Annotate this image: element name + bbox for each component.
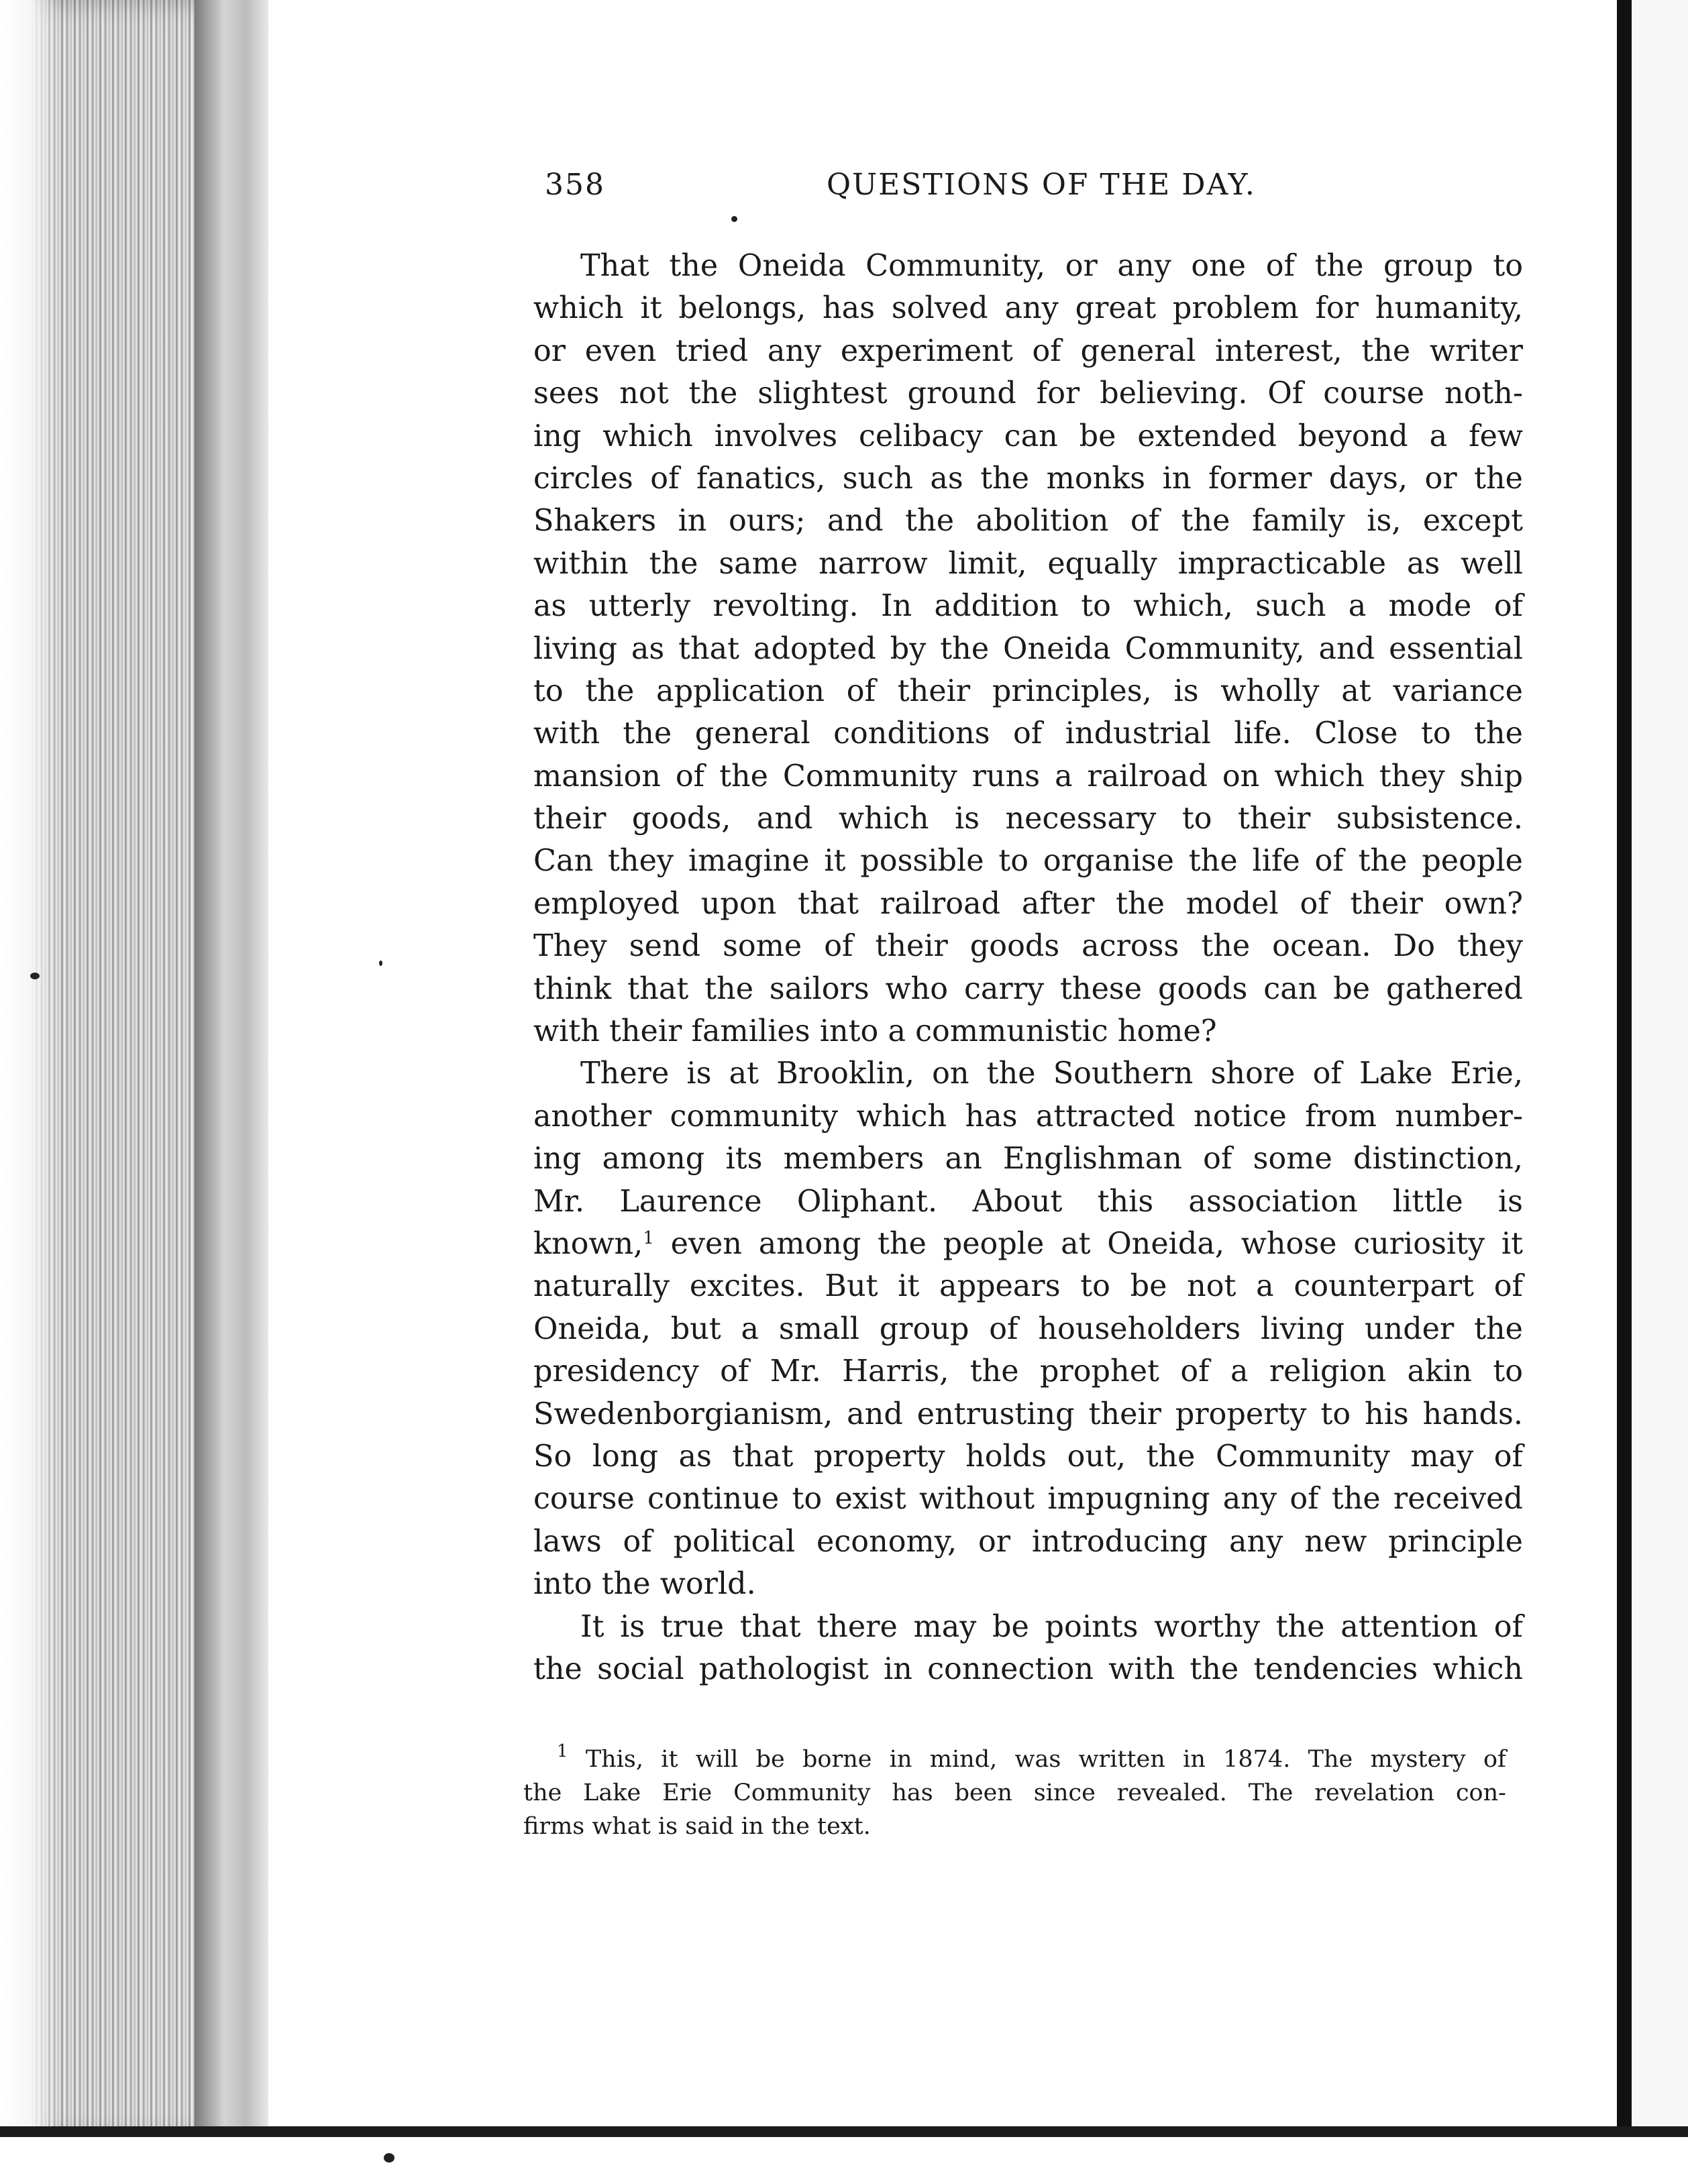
text-line: It is true that there may be points worthy the attention of bbox=[580, 1609, 1523, 1644]
footnotes bbox=[523, 1743, 1506, 1843]
text-line: sees not the slightest ground for believing. Of course noth- bbox=[533, 376, 1523, 411]
paragraph bbox=[533, 1606, 1523, 1691]
text-line: There is at Brooklin, on the Southern shore of Lake Erie, bbox=[580, 1056, 1523, 1091]
footnote-mark: 1 bbox=[557, 1741, 568, 1761]
page-header bbox=[545, 168, 1524, 208]
text-line: to the application of their principles, is wholly at variance bbox=[533, 673, 1523, 708]
scan-speck bbox=[379, 961, 382, 966]
text-line bbox=[533, 1223, 1523, 1265]
text-line: circles of fanatics, such as the monks in former days, or the bbox=[533, 461, 1523, 496]
body-text bbox=[533, 245, 1523, 1690]
footnote-line bbox=[523, 1743, 1506, 1776]
scan-speck bbox=[731, 216, 737, 222]
text-line: living as that adopted by the Oneida Community, and essential bbox=[533, 631, 1523, 666]
text-line: the social pathologist in connection with the tendencies which bbox=[533, 1651, 1523, 1686]
text-line: They send some of their goods across the ocean. Do they bbox=[533, 929, 1523, 964]
text-line: presidency of Mr. Harris, the prophet of a religion akin to bbox=[533, 1354, 1523, 1389]
text-line: employed upon that railroad after the model of their own? bbox=[533, 886, 1523, 921]
text-line: with the general conditions of industrial life. Close to the bbox=[533, 716, 1523, 751]
paragraph bbox=[533, 245, 1523, 1052]
text-line: Shakers in ours; and the abolition of the family is, except bbox=[533, 504, 1523, 539]
page-number: 358 bbox=[545, 168, 605, 202]
book-page-edges bbox=[0, 0, 268, 2140]
text-line: course continue to exist without impugning any of the received bbox=[533, 1482, 1523, 1517]
text-line: or even tried any experiment of general interest, the writer bbox=[533, 333, 1523, 368]
text-line: with their families into a communistic home? bbox=[533, 1014, 1217, 1049]
text-line: Can they imagine it possible to organise the life of the people bbox=[533, 844, 1523, 879]
footnote-line: firms what is said in the text. bbox=[523, 1813, 871, 1840]
page-gutter bbox=[1617, 0, 1632, 2133]
text-line: So long as that property holds out, the Community may of bbox=[533, 1439, 1523, 1474]
scan-speck bbox=[384, 2153, 394, 2163]
running-head: QUESTIONS OF THE DAY. bbox=[827, 168, 1256, 202]
text-fragment: known, bbox=[533, 1226, 643, 1261]
scan-speck bbox=[30, 973, 40, 979]
text-line: their goods, and which is necessary to their subsistence. bbox=[533, 802, 1523, 836]
text-line: Mr. Laurence Oliphant. About this association little is bbox=[533, 1184, 1523, 1219]
text-line: naturally excites. But it appears to be not a counterpart of bbox=[533, 1269, 1523, 1304]
text-line: into the world. bbox=[533, 1567, 756, 1602]
text-line: Oneida, but a small group of householders living under the bbox=[533, 1311, 1523, 1346]
scan-bottom-margin bbox=[0, 2137, 1688, 2184]
text-line: another community which has attracted notice from number- bbox=[533, 1099, 1523, 1134]
text-line: which it belongs, has solved any great problem for humanity, bbox=[533, 291, 1523, 326]
text-line: think that the sailors who carry these goods can be gathered bbox=[533, 971, 1523, 1006]
text-fragment: This, it will be borne in mind, was written in 1874. The mystery of bbox=[568, 1746, 1506, 1773]
paragraph bbox=[533, 1052, 1523, 1605]
text-line: That the Oneida Community, or any one of the group to bbox=[580, 249, 1523, 283]
text-line: as utterly revolting. In addition to which, such a mode of bbox=[533, 589, 1523, 624]
scan-bottom-border bbox=[0, 2126, 1688, 2137]
footnote-reference[interactable]: 1 bbox=[643, 1227, 654, 1248]
facing-page-edge bbox=[1632, 0, 1688, 2133]
footnote-line: the Lake Erie Community has been since revealed. The revelation con- bbox=[523, 1780, 1506, 1806]
text-fragment: even among the people at Oneida, whose curiosity it bbox=[653, 1226, 1523, 1261]
text-line: Swedenborgianism, and entrusting their property to his hands. bbox=[533, 1397, 1523, 1431]
text-line: ing among its members an Englishman of some distinction, bbox=[533, 1142, 1523, 1177]
text-line: ing which involves celibacy can be extended beyond a few bbox=[533, 419, 1523, 453]
text-line: within the same narrow limit, equally impracticable as well bbox=[533, 546, 1523, 581]
text-line: mansion of the Community runs a railroad on which they ship bbox=[533, 759, 1523, 794]
text-line: laws of political economy, or introducing any new principle bbox=[533, 1524, 1523, 1559]
